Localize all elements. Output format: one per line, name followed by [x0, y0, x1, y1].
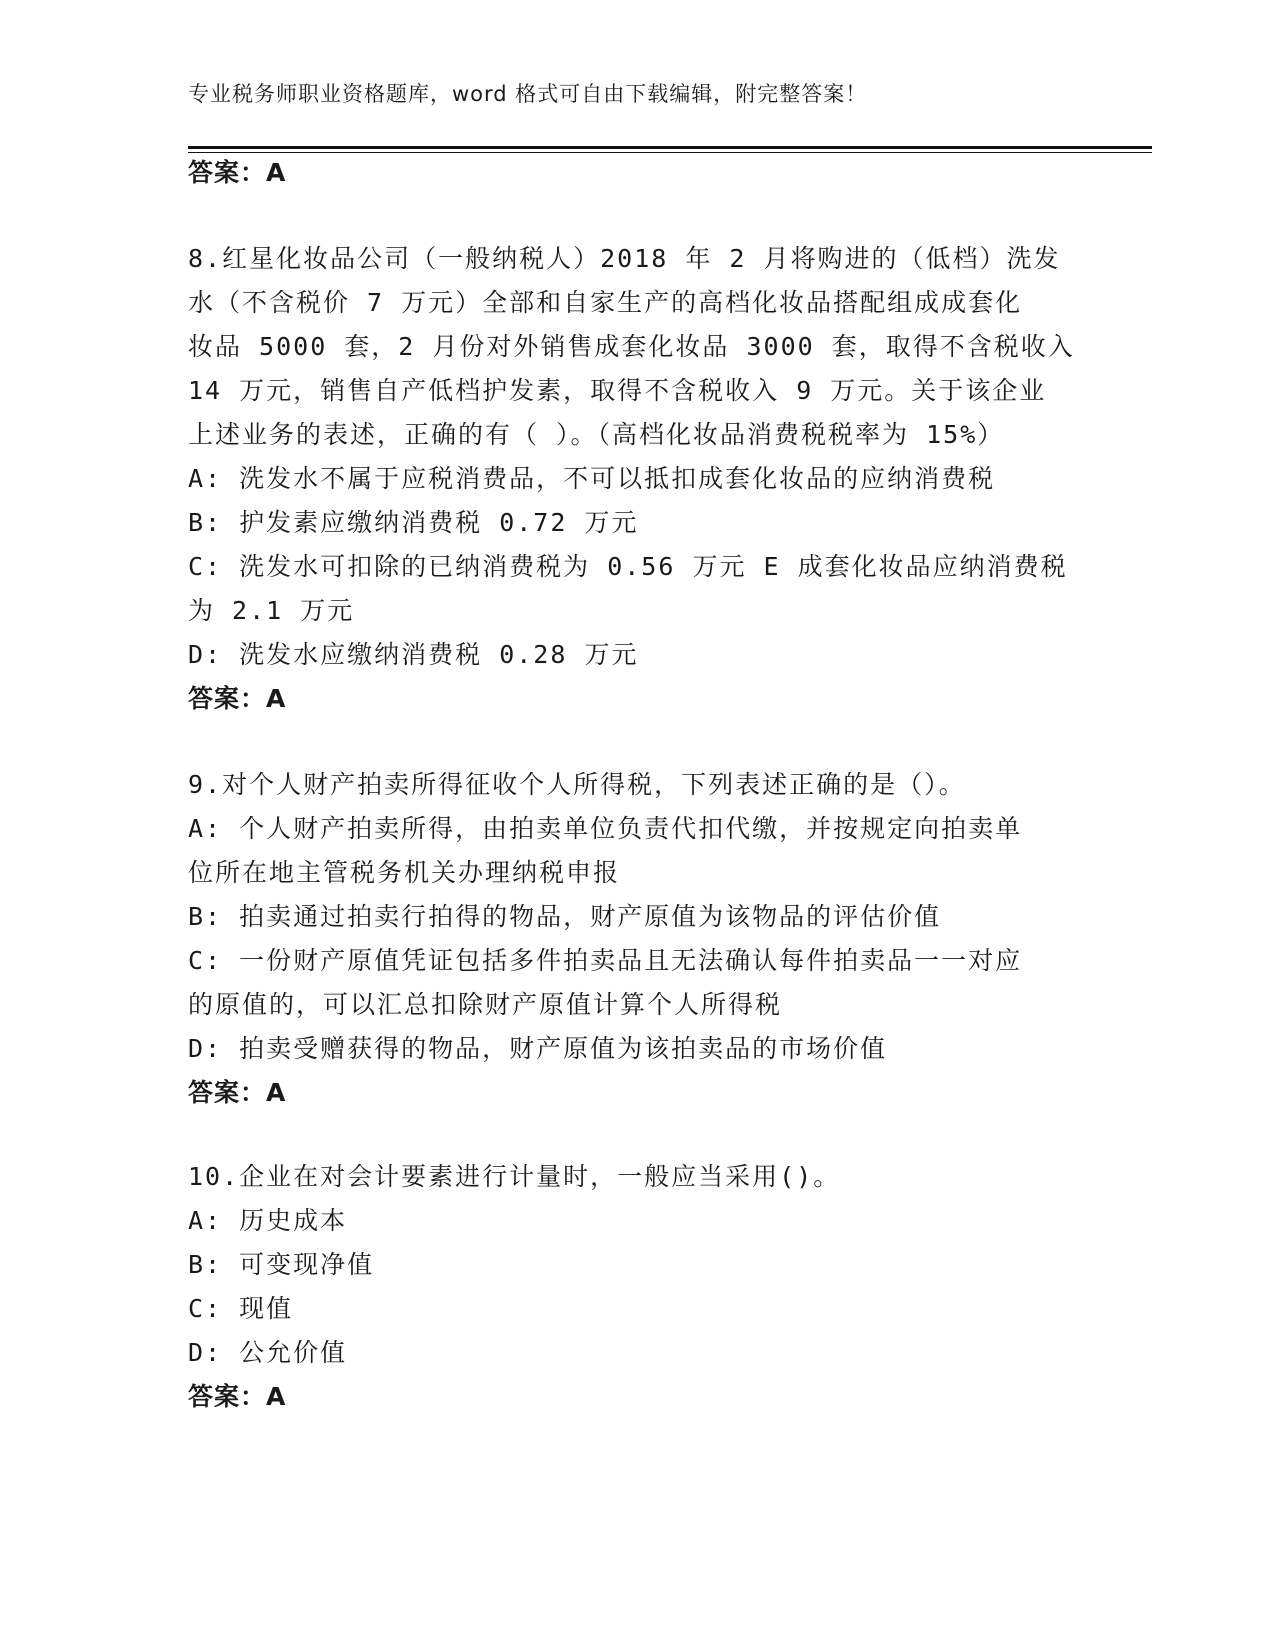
q9-option-a-line-2: 位所在地主管税务机关办理纳税申报	[188, 858, 621, 887]
q8-stem-line-2: 水（不含税价 7 万元）全部和自家生产的高档化妆品搭配组成成套化	[188, 288, 1023, 317]
q8-stem-line-1: 8.红星化妆品公司（一般纳税人）2018 年 2 月将购进的（低档）洗发	[188, 244, 1061, 273]
q9-answer: 答案：A	[188, 1078, 287, 1107]
header-divider	[188, 146, 1152, 149]
q10-option-b: B: 可变现净值	[188, 1250, 375, 1279]
q8-stem-line-4: 14 万元，销售自产低档护发素，取得不含税收入 9 万元。关于该企业	[188, 376, 1047, 405]
q9-option-a-line-1: A: 个人财产拍卖所得，由拍卖单位负责代扣代缴，并按规定向拍卖单	[188, 814, 1023, 843]
q10-option-d: D: 公允价值	[188, 1338, 348, 1367]
q8-option-c-line-1: C: 洗发水可扣除的已纳消费税为 0.56 万元 E 成套化妆品应纳消费税	[188, 552, 1068, 581]
header-banner: 专业税务师职业资格题库，word 格式可自由下载编辑，附完整答案！	[188, 82, 868, 106]
q9-stem: 9.对个人财产拍卖所得征收个人所得税，下列表述正确的是（）。	[188, 770, 966, 799]
q9-option-d: D: 拍卖受赠获得的物品，财产原值为该拍卖品的市场价值	[188, 1034, 888, 1063]
q10-stem: 10.企业在对会计要素进行计量时，一般应当采用()。	[188, 1162, 841, 1191]
q8-option-d: D: 洗发水应缴纳消费税 0.28 万元	[188, 640, 639, 669]
q8-answer: 答案：A	[188, 684, 287, 713]
q10-option-a: A: 历史成本	[188, 1206, 348, 1235]
q9-option-b: B: 拍卖通过拍卖行拍得的物品，财产原值为该物品的评估价值	[188, 902, 942, 931]
previous-answer: 答案：A	[188, 158, 287, 187]
q8-option-a: A: 洗发水不属于应税消费品，不可以抵扣成套化妆品的应纳消费税	[188, 464, 996, 493]
q9-option-c-line-2: 的原值的，可以汇总扣除财产原值计算个人所得税	[188, 990, 783, 1019]
header-divider-thin	[188, 152, 1152, 153]
q10-option-c: C: 现值	[188, 1294, 294, 1323]
q9-option-c-line-1: C: 一份财产原值凭证包括多件拍卖品且无法确认每件拍卖品一一对应	[188, 946, 1023, 975]
q8-option-b: B: 护发素应缴纳消费税 0.72 万元	[188, 508, 639, 537]
q10-answer: 答案：A	[188, 1382, 287, 1411]
q8-stem-line-5: 上述业务的表述，正确的有（ ）。（高档化妆品消费税税率为 15%）	[188, 420, 1005, 449]
q8-option-c-line-2: 为 2.1 万元	[188, 596, 355, 625]
q8-stem-line-3: 妆品 5000 套，2 月份对外销售成套化妆品 3000 套，取得不含税收入	[188, 332, 1075, 361]
